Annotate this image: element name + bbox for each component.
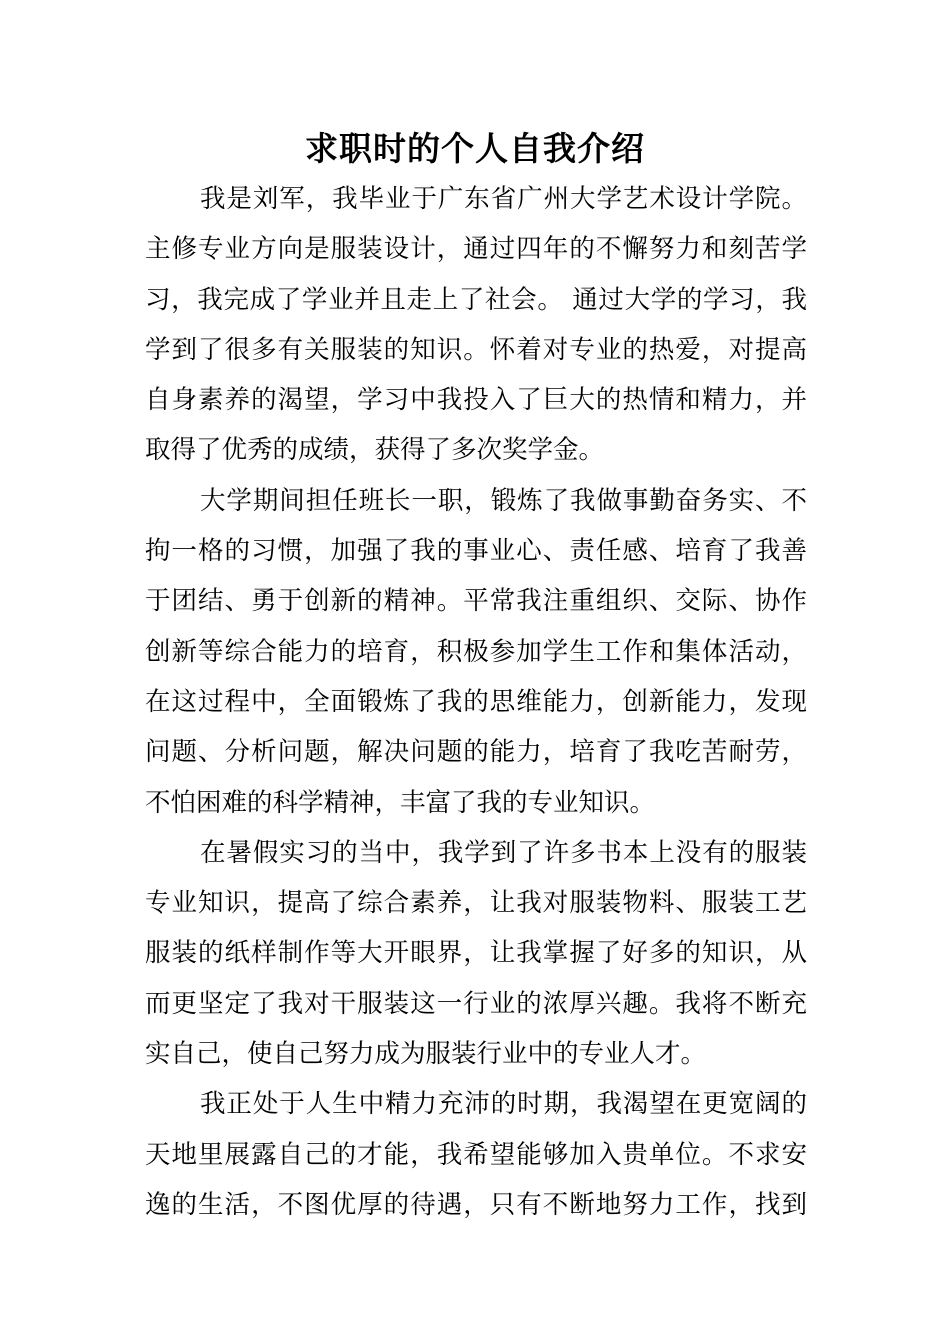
paragraph xyxy=(145,828,807,1079)
text-line: 习，我完成了学业并且走上了社会。 通过大学的学习，我 xyxy=(145,284,807,315)
text-line: 我正处于人生中精力充沛的时期，我渴望在更宽阔的 xyxy=(200,1089,807,1120)
paragraph xyxy=(145,1079,807,1230)
text-line: 在这过程中，全面锻炼了我的思维能力，创新能力，发现 xyxy=(145,686,807,717)
text-line: 创新等综合能力的培育，积极参加学生工作和集体活动， xyxy=(145,636,807,667)
text-line: 学到了很多有关服装的知识。怀着对专业的热爱，对提高 xyxy=(145,334,807,365)
text-line: 不怕困难的科学精神，丰富了我的专业知识。 xyxy=(145,787,656,818)
document-title: 求职时的个人自我介绍 xyxy=(305,129,645,168)
text-line: 专业知识，提高了综合素养，让我对服装物料、服装工艺 xyxy=(145,888,807,919)
text-line: 大学期间担任班长一职，锻炼了我做事勤奋务实、不 xyxy=(200,485,807,516)
document-body xyxy=(145,174,807,1230)
text-line: 问题、分析问题，解决问题的能力，培育了我吃苦耐劳， xyxy=(145,737,807,768)
text-line: 在暑假实习的当中，我学到了许多书本上没有的服装 xyxy=(200,837,807,868)
text-line: 而更坚定了我对干服装这一行业的浓厚兴趣。我将不断充 xyxy=(145,988,807,1019)
text-line: 于团结、勇于创新的精神。平常我注重组织、交际、协作 xyxy=(145,586,807,617)
text-line: 取得了优秀的成绩，获得了多次奖学金。 xyxy=(145,435,605,466)
paragraph xyxy=(145,174,807,476)
text-line: 拘一格的习惯，加强了我的事业心、责任感、培育了我善 xyxy=(145,536,807,567)
text-line: 主修专业方向是服装设计，通过四年的不懈努力和刻苦学 xyxy=(145,234,807,265)
text-line: 自身素养的渴望，学习中我投入了巨大的热情和精力，并 xyxy=(145,385,807,416)
paragraph xyxy=(145,476,807,828)
text-line: 天地里展露自己的才能，我希望能够加入贵单位。不求安 xyxy=(145,1139,807,1170)
text-line: 服装的纸样制作等大开眼界，让我掌握了好多的知识，从 xyxy=(145,938,807,969)
text-line: 实自己，使自己努力成为服装行业中的专业人才。 xyxy=(145,1039,707,1070)
text-line: 我是刘军，我毕业于广东省广州大学艺术设计学院。 xyxy=(200,184,807,214)
text-line: 逸的生活，不图优厚的待遇，只有不断地努力工作，找到 xyxy=(145,1189,807,1220)
